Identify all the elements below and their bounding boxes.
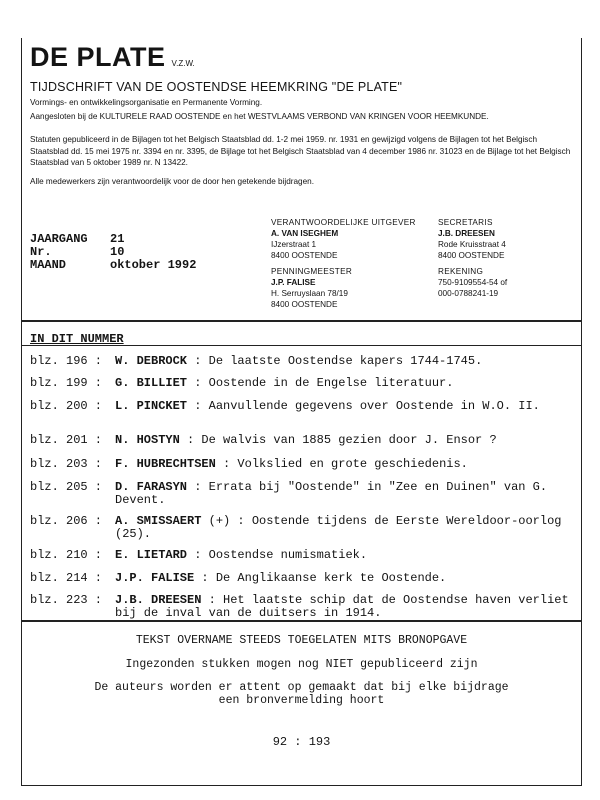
entry-page: blz. 196 :	[30, 354, 103, 368]
entry-title: : Aanvullende gegevens over Oostende in W.O. II.	[187, 399, 540, 413]
entry-author: L. PINCKET	[115, 399, 188, 413]
entry-page: blz. 203 :	[30, 457, 103, 471]
contact-city: 8400 OOSTENDE	[271, 300, 338, 309]
nr-value: 10	[110, 245, 125, 259]
jaargang-label: JAARGANG	[30, 232, 88, 246]
contact-city: 8400 OOSTENDE	[271, 251, 338, 260]
entry-author: J.B. DREESEN	[115, 593, 202, 607]
divider	[21, 620, 582, 622]
entry-page: blz. 206 :	[30, 514, 103, 528]
jaargang-value: 21	[110, 232, 125, 246]
entry-author: W. DEBROCK	[115, 354, 188, 368]
affiliation-line: Aangesloten bij de KULTURELE RAAD OOSTENDE en het WESTVLAAMS VERBOND VAN KRINGEN VOOR HEEMKUNDE.	[30, 112, 489, 121]
contact-penningmeester	[271, 266, 352, 310]
subtitle: TIJDSCHRIFT VAN DE OOSTENDSE HEEMKRING "DE PLATE"	[30, 80, 403, 94]
contact-heading: SECRETARIS	[438, 218, 493, 227]
masthead-title: DE PLATE	[30, 42, 166, 72]
page-number: 92 : 193	[272, 735, 331, 749]
entry-author: J.P. FALISE	[115, 571, 195, 585]
disclaimer-text: Alle medewerkers zijn verantwoordelijk voor de door hen getekende bijdragen.	[30, 177, 314, 186]
entry-author: G. BILLIET	[115, 376, 188, 390]
source-notice-line: een bronvermelding hoort	[218, 694, 385, 707]
entry-title: : Oostende in de Engelse literatuur.	[187, 376, 454, 390]
source-notice-line: De auteurs worden er attent op gemaakt dat bij elke bijdrage	[94, 681, 509, 694]
contact-street: H. Serruyslaan 78/19	[271, 289, 348, 298]
contact-street: IJzerstraat 1	[271, 240, 317, 249]
entry-author: A. SMISSAERT	[115, 514, 202, 528]
contact-name: J.P. FALISE	[271, 278, 316, 287]
entry-title: : De walvis van 1885 gezien door J. Ensor ?	[179, 433, 497, 447]
maand-label: MAAND	[30, 258, 67, 272]
contact-heading: VERANTWOORDELIJKE UITGEVER	[271, 218, 416, 227]
masthead-suffix: V.Z.W.	[171, 59, 195, 68]
account-number: 000-0788241-19	[438, 289, 499, 298]
divider	[21, 345, 582, 346]
entry-page: blz. 199 :	[30, 376, 103, 390]
notes-block	[21, 634, 582, 707]
maand-value: oktober 1992	[110, 258, 197, 272]
contact-name: J.B. DREESEN	[438, 229, 495, 238]
contact-name: A. VAN ISEGHEM	[271, 229, 339, 238]
contact-uitgever	[271, 217, 416, 261]
entry-title: : Errata bij "Oostende" in "Zee en Duinen" van G. Devent.	[115, 480, 548, 507]
entry-author: E. LIETARD	[115, 548, 188, 562]
contact-heading: REKENING	[438, 267, 484, 276]
submission-notice: Ingezonden stukken mogen nog NIET gepubliceerd zijn	[125, 658, 478, 671]
entry-page: blz. 223 :	[30, 593, 103, 607]
masthead	[30, 42, 195, 73]
entry-page: blz. 210 :	[30, 548, 103, 562]
organisation-line: Vormings- en ontwikkelingsorganisatie en Permanente Vorming.	[30, 98, 263, 107]
entry-title: : Volkslied en grote geschiedenis.	[215, 457, 468, 471]
contact-street: Rode Kruisstraat 4	[438, 240, 506, 249]
entry-page: blz. 214 :	[30, 571, 103, 585]
entry-page: blz. 201 :	[30, 433, 103, 447]
statutes-text: Statuten gepubliceerd in de Bijlagen tot het Belgisch Staatsblad dd. 1-2 mei 1959. nr. 1931 en gewijzigd volgens de Bijlagen tot het Belgisch Staatsblad dd. 15 mei 1975 nr. 3394 en nr. 3395, de Bijlage tot het Belgisch Staatsblad van 4 december 1986 nr. 31023 en de Bijlage tot het Belgisch Staatsblad van 5 oktober 1989 nr. N 13422.	[30, 135, 571, 167]
entry-title: : Oostendse numismatiek.	[187, 548, 368, 562]
nr-label: Nr.	[30, 245, 52, 259]
contents-heading: IN DIT NUMMER	[30, 332, 124, 346]
entry-title: : De Anglikaanse kerk te Oostende.	[194, 571, 447, 585]
contact-secretaris	[438, 217, 506, 261]
account-number: 750-9109554-54 of	[438, 278, 508, 287]
entry-page: blz. 200 :	[30, 399, 103, 413]
entry-page: blz. 205 :	[30, 480, 103, 494]
entry-author: D. FARASYN	[115, 480, 188, 494]
divider	[21, 320, 582, 322]
entry-title: : Het laatste schip dat de Oostendse haven verliet bij de inval van de duitsers in 1914.	[115, 593, 569, 620]
reprint-notice: TEKST OVERNAME STEEDS TOEGELATEN MITS BRONOPGAVE	[135, 634, 468, 647]
contact-city: 8400 OOSTENDE	[438, 251, 505, 260]
entry-author: F. HUBRECHTSEN	[115, 457, 216, 471]
entry-title: (+) : Oostende tijdens de Eerste Wereldoor-oorlog (25).	[115, 514, 562, 541]
entry-title: : De laatste Oostendse kapers 1744-1745.	[187, 354, 483, 368]
contact-rekening	[438, 266, 507, 299]
issue-info	[30, 233, 196, 272]
entry-author: N. HOSTYN	[115, 433, 180, 447]
contact-heading: PENNINGMEESTER	[271, 267, 353, 276]
